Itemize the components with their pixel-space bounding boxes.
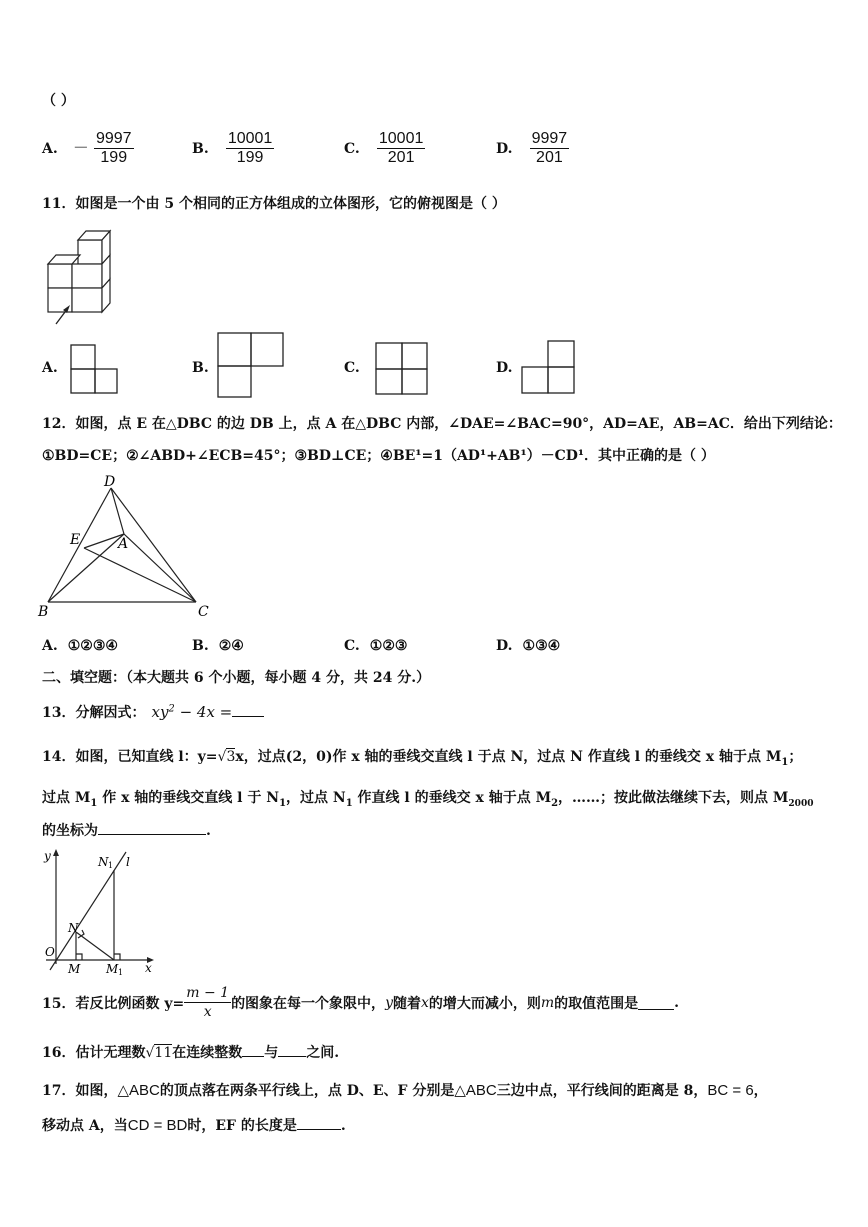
q13-question: 13．分解因式： $xy^2 - 4x$ = <box>42 702 264 722</box>
svg-text:N: N <box>98 855 109 869</box>
q11-option-b-figure <box>216 331 286 399</box>
svg-text:y: y <box>44 849 51 863</box>
label-e: E <box>70 532 81 548</box>
q10-option-d[interactable]: D. $\frac{9997}{201}$ <box>496 130 568 166</box>
svg-text:x: x <box>145 961 152 975</box>
y-axis-arrow-icon <box>53 849 59 856</box>
q11-option-a-figure <box>70 343 120 395</box>
q13-answer-blank[interactable] <box>232 716 264 717</box>
q10-option-b[interactable]: B. $\frac{10001}{199}$ <box>192 130 273 166</box>
q17-line2: 移动点 A，当CD = BD时，EF 的长度是 . <box>42 1117 346 1134</box>
q11-option-b[interactable]: B. <box>192 360 209 376</box>
fraction: $\frac{9997}{201}$ <box>531 130 568 166</box>
fraction: $\frac{10001}{201}$ <box>378 130 424 166</box>
fraction: $\frac{9997}{199}$ <box>95 130 132 166</box>
svg-text:1: 1 <box>108 861 114 870</box>
q17-answer-blank[interactable] <box>297 1129 341 1130</box>
q10-option-a[interactable]: A. － $\frac{9997}{199}$ <box>42 130 132 166</box>
q10-option-c[interactable]: C. $\frac{10001}{201}$ <box>344 130 424 166</box>
q12-question-line2: ①BD=CE；②∠ABD+∠ECB=45°；③BD⊥CE；④BE¹=1（AD¹+AB¹）－CD¹．其中正确的是（ ） <box>42 448 715 464</box>
q11-question: 11．如图是一个由 5 个相同的正方体组成的立体图形，它的俯视图是（ ） <box>42 196 506 212</box>
q14-answer-blank[interactable] <box>98 834 206 835</box>
svg-text:O: O <box>45 945 55 959</box>
svg-text:N: N <box>68 921 79 935</box>
svg-text:M: M <box>68 962 81 976</box>
fraction: $\frac{10001}{199}$ <box>227 130 273 166</box>
q11-option-c[interactable]: C. <box>344 360 360 376</box>
svg-text:1: 1 <box>118 968 124 977</box>
q14-line1: 14．如图，已知直线 l：y=√3x，过点(2，0)作 x 轴的垂线交直线 l 于点 N，过点 N 作直线 l 的垂线交 x 轴于点 $M_1$； <box>42 749 803 768</box>
q12-triangle-figure <box>36 472 216 622</box>
q11-option-c-figure <box>375 342 429 396</box>
q14-line3: 的坐标为 . <box>42 823 211 839</box>
q11-option-a[interactable]: A. <box>42 360 58 376</box>
q15-answer-blank[interactable] <box>638 995 674 1010</box>
q10-answer-bracket: （ ） <box>42 93 75 109</box>
label-c: C <box>198 604 209 620</box>
q11-cube-figure <box>40 226 122 328</box>
q12-option-a[interactable]: A. ①②③④ <box>42 638 118 654</box>
q11-option-d-figure <box>520 340 576 396</box>
label-d: D <box>104 474 116 490</box>
q14-line2: 过点 $M_1$ 作 x 轴的垂线交直线 l 于 $N_1$，过点 $N_1$ 作直线 l 的垂线交 x 轴于点 $M_2$，……；按此做法继续下去，则点 $M_{2000}$ <box>42 790 814 809</box>
q15-question: 15．若反比例函数 y= $\frac{m - 1}{x}$ 的图象在每一个象限中， y 随着 x 的增大而减小，则 m 的取值范围是 . <box>42 985 680 1020</box>
q12-question-line1: 12．如图，点 E 在△DBC 的边 DB 上，点 A 在△DBC 内部，∠DAE=∠BAC=90°，AD=AE，AB=AC．给出下列结论： <box>42 416 842 432</box>
q12-option-c[interactable]: C. ①②③ <box>344 638 408 654</box>
q12-option-d[interactable]: D. ①③④ <box>496 638 561 654</box>
svg-text:l: l <box>126 855 130 869</box>
q14-coordinate-figure <box>40 846 160 978</box>
section-heading-fill-in: 二、填空题：（本大题共 6 个小题，每小题 4 分，共 24 分.） <box>42 670 431 686</box>
label-a: A <box>118 536 129 552</box>
q17-line1: 17．如图，△ABC的顶点落在两条平行线上，点 D、E、F 分别是△ABC三边中点，平行线间的距离是 8，BC = 6， <box>42 1082 768 1099</box>
fraction: $\frac{m - 1}{x}$ <box>186 985 230 1020</box>
q16-question: 16．估计无理数√11在连续整数 与 之间. <box>42 1045 340 1061</box>
q11-option-d[interactable]: D. <box>496 360 513 376</box>
q16-answer-blank-1[interactable] <box>242 1056 264 1057</box>
svg-text:M: M <box>106 962 119 976</box>
q16-answer-blank-2[interactable] <box>278 1056 306 1057</box>
label-b: B <box>38 604 49 620</box>
q12-option-b[interactable]: B. ②④ <box>192 638 244 654</box>
